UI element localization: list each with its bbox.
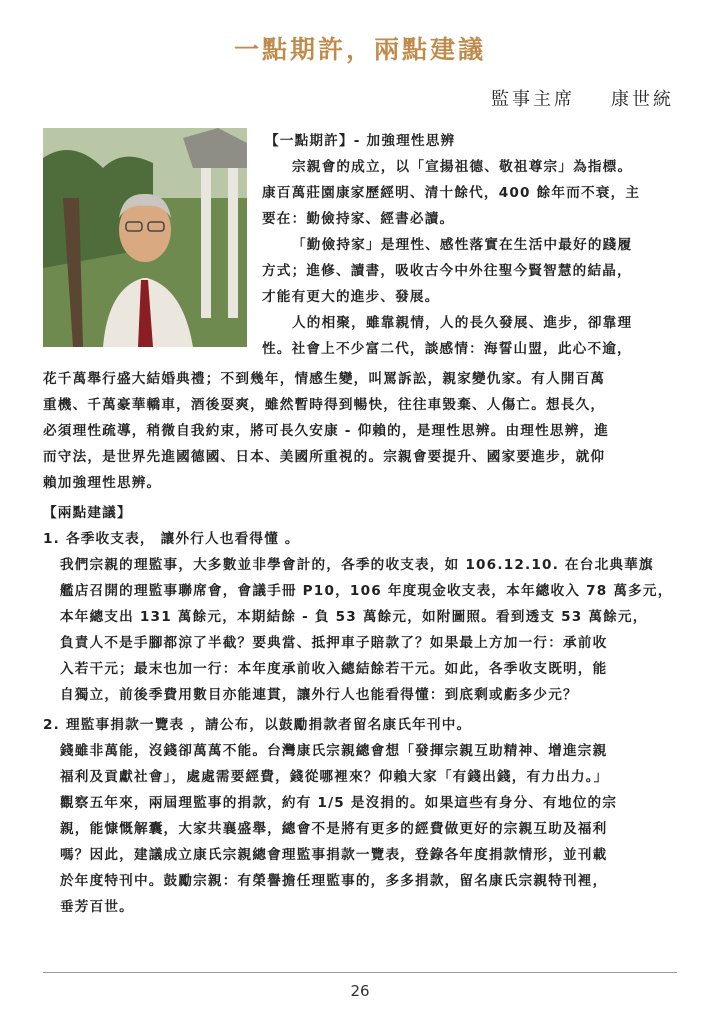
item1-line: 負責人不是手腳都涼了半截？要典當、抵押車子賠款了？如果最上方加一行：承前收: [60, 635, 608, 651]
section1-line: 性。社會上不少富二代，談感情：海誓山盟，此心不逾，: [262, 341, 632, 357]
item1-heading: 1. 各季收支表， 讓外行人也看得懂 。: [43, 531, 300, 547]
item2-line: 觀察五年來，兩屆理監事的捐款，約有 1/5 是沒捐的。如果這些有身分、有地位的宗: [60, 795, 618, 811]
section1-line: 人的相聚，雖靠親情，人的長久發展、進步，卻靠理: [292, 315, 633, 331]
item2-line: 於年度特刊中。鼓勵宗親：有榮譽擔任理監事的，多多捐款，留名康氏宗親特刊裡，: [60, 873, 608, 889]
author-name: 康世統: [611, 89, 674, 110]
author-line: [491, 85, 674, 111]
item2-line: 垂芳百世。: [60, 899, 134, 915]
item1-line: 艦店召開的理監事聯席會，會議手冊 P10，106 年度現金收支表，本年總收入 78 萬多元，: [60, 583, 673, 599]
page-number: 26: [350, 982, 370, 1000]
section1-line: 重機、千萬豪華轎車，酒後耍爽，雖然暫時得到暢快，往往車毀棄、人傷亡。想長久，: [43, 397, 606, 413]
author-role: 監事主席: [491, 89, 575, 110]
section1-heading: 【一點期許】- 加強理性思辨: [265, 133, 456, 149]
item2-line: 福利及貢獻社會」，處處需要經費，錢從哪裡來？仰賴大家「有錢出錢，有力出力。」: [60, 769, 609, 785]
item2-heading: 2. 理監事捐款一覽表 ，請公布，以鼓勵捐款者留名康氏年刊中。: [43, 717, 472, 733]
item2-line: 親，能慷慨解囊，大家共襄盛舉，總會不是將有更多的經費做更好的宗親互助及福利: [60, 821, 608, 837]
section1-line: 花千萬舉行盛大結婚典禮；不到幾年，情感生變，叫罵訴訟，親家變仇家。有人開百萬: [43, 371, 606, 387]
footer-divider: [43, 972, 677, 973]
section1-line: 賴加強理性思辨。: [43, 475, 162, 491]
item2-line: 嗎？因此，建議成立康氏宗親總會理監事捐款一覽表，登錄各年度捐款情形，並刊載: [60, 847, 608, 863]
item1-line: 入若干元；最末也加一行：本年度承前收入總結餘若干元。如此，各季收支既明，能: [60, 661, 608, 677]
page-title: 一點期許，兩點建議: [233, 35, 486, 64]
item1-line: 我們宗親的理監事，大多數並非學會計的，各季的收支表，如 106.12.10. 在台北典華旗: [60, 557, 654, 573]
section1-line: 宗親會的成立，以「宣揚祖德、敬祖尊宗」為指標。: [292, 159, 633, 175]
item1-line: 本年總支出 131 萬餘元，本期結餘 - 負 53 萬餘元，如附圖照。看到透支 53 萬餘元，: [60, 609, 648, 625]
author-photo: [43, 128, 247, 347]
section1-line: 要在：勤儉持家、經書必讀。: [262, 211, 455, 227]
item2-line: 錢雖非萬能，沒錢卻萬萬不能。台灣康氏宗親總會想「發揮宗親互助精神、增進宗親: [60, 743, 608, 759]
item1-line: 自獨立，前後季費用數目亦能連貫，讓外行人也能看得懂：到底剩或虧多少元？: [60, 687, 578, 703]
section1-line: 才能有更大的進步、發展。: [262, 289, 440, 305]
section1-line: 必須理性疏導，稍微自我約束，將可長久安康 - 仰賴的，是理性思辨。由理性思辨，進: [43, 423, 610, 439]
section1-line: 方式；進修、讀書，吸收古今中外往聖今賢智慧的結晶，: [262, 263, 632, 279]
section1-line: 康百萬莊園康家歷經明、清十餘代，400 餘年而不衰，主: [262, 185, 641, 201]
section1-line: 而守法，是世界先進國德國、日本、美國所重視的。宗親會要提升、國家要進步，就仰: [43, 449, 606, 465]
section1-line: 「勤儉持家」是理性、感性落實在生活中最好的踐履: [292, 237, 633, 253]
section2-heading: 【兩點建議】: [43, 505, 132, 521]
